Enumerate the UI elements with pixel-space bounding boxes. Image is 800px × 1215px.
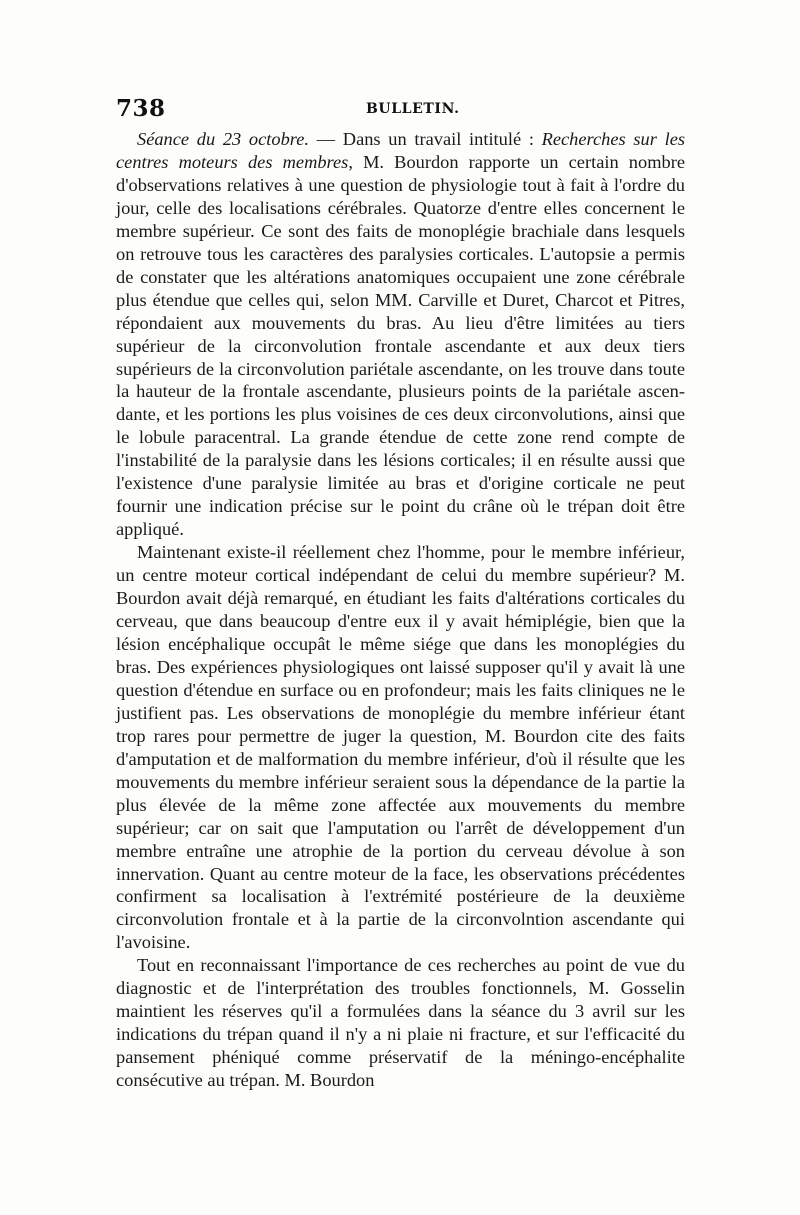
paragraph-text: , M. Bourdon rapporte un certain nombre d'observations relatives à une question de physiologie tout à fait à l'ordre du jour, celle des localisations cérébrales. Quatorze d'entre elles concernent le membre supérieur. Ce sont des faits de monoplégie brachiale dans lesquels on retrouve tous les caractères des paralysies corticales. L'autopsie a permis de constater que les altérations anatomiques occupaient une zone cérébrale plus étendue que celles qui, selon MM. Carville et Duret, Charcot et Pitres, répondaient aux mouvements du bras. Au lieu d'être limitées au tiers supérieur de la circonvolution frontale ascendante et aux deux tiers supérieurs de la circonvolution pariétale ascendante, on les trouve dans toute la hauteur de la frontale ascendante, plusieurs points de la pariétale ascendante, et les portions les plus voisines de ces deux circonvolutions, ainsi que le lobule paracentral. La grande étendue de cette zone rend compte de l'instabilité de la paralysie dans les lésions corticales; il en résulte aussi que l'existence d'une paralysie limitée au bras et d'origine corticale ne peut fournir une indication précise sur le point du crâne où le trépan doit être appliqué. xyxy=(116,151,685,540)
page-header xyxy=(116,95,686,125)
running-title: BULLETIN. xyxy=(366,101,460,117)
body-text xyxy=(116,128,685,1092)
paragraph-text: Maintenant existe-il réellement chez l'homme, pour le membre inférieur, un centre moteur cortical indépendant de celui du membre supérieur? M. Bourdon avait déjà remarqué, en étudiant les faits d'altérations corticales du cerveau, que dans beaucoup d'entre eux il y avait hémiplégie, bien que la lésion encéphalique occupât le même siége que dans les monoplégies du bras. Des expériences physiologiques ont laissé supposer qu'il y avait là une question d'étendue en surface ou en profondeur; mais les faits cliniques ne le justifient pas. Les observations de monoplégie du membre inférieur étant trop rares pour permettre de juger la question, M. Bourdon cite des faits d'amputation et de malformation du membre inférieur, d'où il résulte que les mouvements du membre inférieur seraient sous la dépendance de la partie la plus élevée de la même zone affectée aux mouvements du membre supérieur; car on sait que l'amputation ou l'arrêt de développement d'un membre entraîne une atrophie de la portion du cerveau dévolue à son innervation. Quant au centre moteur de la face, les observations précédentes confirment sa localisation à l'extrémité postérieure de la deuxième circonvolution frontale et à la partie de la circonvolntion ascendante qui l'avoisine. xyxy=(116,542,685,953)
em-dash: — xyxy=(309,129,343,149)
session-date-label: Séance du 23 octobre. xyxy=(137,129,310,149)
paragraph-seance xyxy=(116,128,685,541)
work-title: Recherches sur les centres moteurs des membres xyxy=(116,129,686,172)
page-number: 738 xyxy=(116,95,166,122)
paragraph-text: Tout en reconnaissant l'importance de ces recherches au point de vue du diagnostic et de l'interprétation des troubles fonctionnels, M. Gosselin maintient les réserves qu'il a formulées dans la séance du 3 avril sur les indications du trépan quand il n'y a ni plaie ni fracture, et sur l'efficacité du pansement phéniqué comme préservatif de la méningo-encéphalite consécutive au trépan. M. Bourdon xyxy=(116,955,685,1091)
paragraph-gosselin xyxy=(116,954,685,1092)
paragraph-membre-inferieur xyxy=(116,541,685,954)
paragraph-lead: Dans un travail intitulé : xyxy=(342,129,542,149)
